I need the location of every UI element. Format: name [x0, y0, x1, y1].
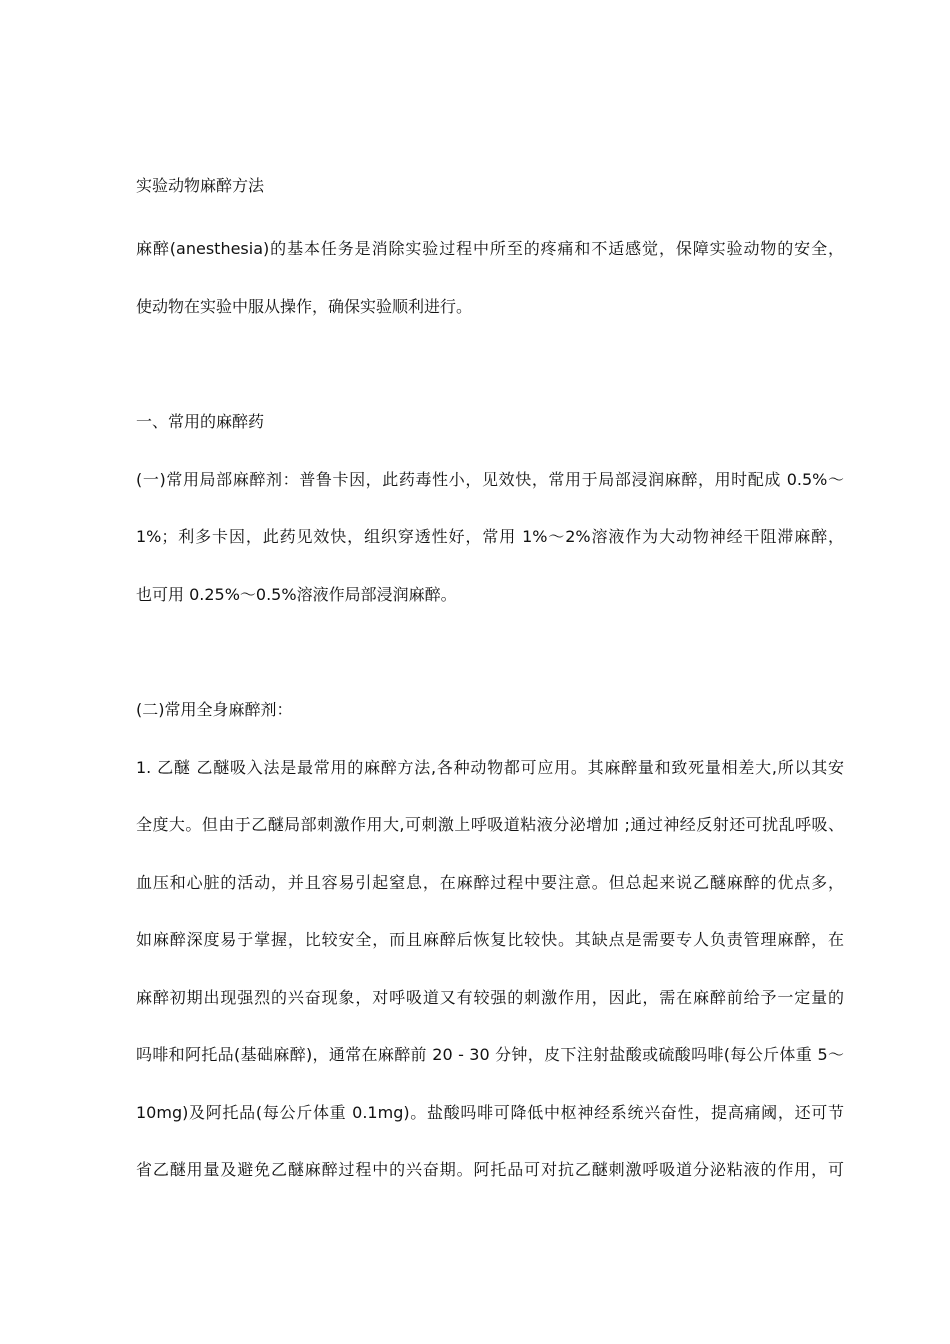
paragraph-line: 10mg)及阿托品(每公斤体重 0.1mg)。盐酸吗啡可降低中枢神经系统兴奋性，提高痛阈，还可节: [136, 1103, 844, 1122]
paragraph-line: 血压和心脏的活动，并且容易引起窒息，在麻醉过程中要注意。但总起来说乙醚麻醉的优点多，: [136, 873, 844, 892]
paragraph-line: 麻醉初期出现强烈的兴奋现象，对呼吸道又有较强的刺激作用，因此，需在麻醉前给予一定量的: [136, 988, 844, 1007]
subsection-heading: (二)常用全身麻醉剂：: [136, 700, 293, 719]
section-heading: 一、常用的麻醉药: [136, 412, 265, 431]
paragraph-line: 全度大。但由于乙醚局部刺激作用大,可刺激上呼吸道粘液分泌增加 ;通过神经反射还可扰乱呼吸、: [136, 815, 844, 834]
paragraph-line: 如麻醉深度易于掌握，比较安全，而且麻醉后恢复比较快。其缺点是需要专人负责管理麻醉，在: [136, 930, 844, 949]
paragraph-line: 省乙醚用量及避免乙醚麻醉过程中的兴奋期。阿托品可对抗乙醚刺激呼吸道分泌粘液的作用，可: [136, 1160, 844, 1179]
document-title: 实验动物麻醉方法: [136, 176, 265, 195]
paragraph-line: 1. 乙醚 乙醚吸入法是最常用的麻醉方法,各种动物都可应用。其麻醉量和致死量相差大,所以其安: [136, 758, 844, 777]
paragraph-line: 吗啡和阿托品(基础麻醉)，通常在麻醉前 20 - 30 分钟，皮下注射盐酸或硫酸吗啡(每公斤体重 5～: [136, 1045, 844, 1064]
intro-line: 使动物在实验中服从操作，确保实验顺利进行。: [136, 297, 473, 316]
paragraph-line: 1%；利多卡因，此药见效快，组织穿透性好，常用 1%～2%溶液作为大动物神经干阻滞麻醉，: [136, 527, 844, 546]
paragraph-line: 也可用 0.25%～0.5%溶液作局部浸润麻醉。: [136, 585, 457, 604]
paragraph-line: (一)常用局部麻醉剂：普鲁卡因，此药毒性小，见效快，常用于局部浸润麻醉，用时配成 0.5%～: [136, 470, 844, 489]
intro-line: 麻醉(anesthesia)的基本任务是消除实验过程中所至的疼痛和不适感觉，保障实验动物的安全，: [136, 239, 844, 258]
